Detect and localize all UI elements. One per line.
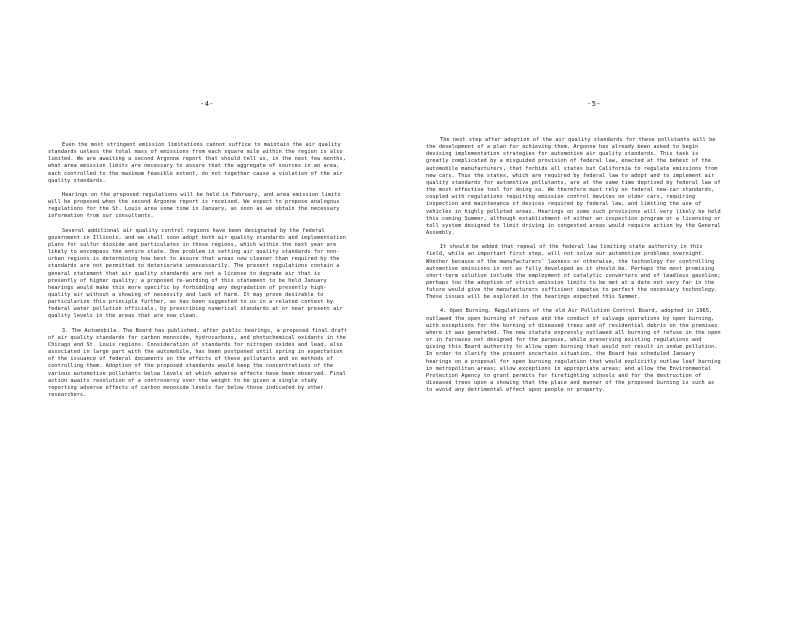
right-page: [400, 0, 800, 618]
paragraph: Hearings on the proposed regulations will be held in February, and area emission limits will be proposed when the second Argonne report is received. We expect to propose analogous regulations for the St. Louis area some time in January, as soon as we obtain the necessary information from our consultants.: [48, 191, 341, 220]
paragraph: Several additional air quality control regions have been designated by the federal government in Illinois, and we shall soon adopt both air quality standards and implementation plans for sulfur dioxide and particulates in those regions, which within the next year are likely to encompass the entire state. One problem in setting air quality standards for non-urban regions is determining how best to assure that areas now cleaner than required by the standards are not permitted to deteriorate unnecessarily. The present regulations contain a general statement that air quality standards are not a license to degrade air that is presently of higher quality; a proposed re-wording of this statement to be held January hearings would make this more specific by forbidding any degradation of presently high-quality air without a showing of necessity and lack of harm. It may prove desirable to particularize this principle further, as has been suggested to us in a related context by federal water pollution officials, by prescribing numerical standards at or near present air quality levels in the areas that are now clean.: [48, 227, 346, 320]
paragraph: 3. The Automobile. The Board has published, after public hearings, a proposed final draft of air quality standards for carbon monoxide, hydrocarbons, and photochemical oxidants in the Chicago and St. Louis regions. Consideration of standards for nitrogen oxides and lead, also associated in large part with the automobile, has been postponed until spring in expectation of the issuance of federal documents on the effects of these pollutants and on methods of controlling them. Adoption of the proposed standards would keep the concentrations of the various automotive pollutants below levels at which adverse effects have been observed. Final action awaits resolution of a controversy over the weight to be given a single study reporting adverse effects of carbon monoxide levels far below those indicated by other researchers.: [48, 327, 348, 398]
paragraph: 4. Open Burning. Regulations of the old Air Pollution Control Board, adopted in 1965, outlawed the open burning of refuse and the conduct of salvage operations by open burning, with exceptions for the burning of diseased trees and of residential debris on the premises where it was generated. The new statute expressly outlawed all burning of refuse in the open or in furnaces not designed for the purpose, while preserving existing regulations and giving this Board authority to allow open burning that would not result in undue pollution. In order to clarify the present uncertain situation, the Board has scheduled January hearings on a proposal for open burning regulation that would explicitly outlaw leaf burning in metropolitan areas; allow exceptions in appropriate areas; and allow the Environmental Protection Agency to grant permits for firefighting schools and for the destruction of diseased trees upon a showing that the place and manner of the proposed burning is such as to avoid any detrimental effect upon people or property.: [426, 308, 721, 394]
page-number: -4-: [200, 100, 215, 108]
text-column: [426, 137, 722, 401]
paragraph: It should be added that repeal of the federal law limiting state authority in this field, while an important first step, will not solve our automotive problems overnight. Whether because of the manufacturers' laxness or otherwise, the technology for controlling automotive emissions is not as fully developed as it should be. Perhaps the most promising short-term solution include the employment of catalytic converters and of leadless gasoline; perhaps too the adoption of strict emission limits to be met at a date not very far in the future would give the manufacturers sufficient impetus to perfect the necessary technology. These issues will be explored in the hearings expected this Summer.: [426, 244, 721, 301]
paragraph: The next step after adoption of the air quality standards for these pollutants will be the development of a plan for achieving them. Argonne has already been asked to begin devising implementation strategies for automotive air quality standards. This task is greatly complicated by a misguided provision of federal law, enacted at the behest of the automobile manufacturers, that forbids all states but California to regulate emissions from new cars. Thus the states, which are required by federal law to adopt and to implement air quality standards for automotive pollutants, are at the same time deprived by federal law of the most effective tool for doing so. We therefore must rely on federal new-car standards, coupled with regulations requiring emission control devices on older cars, requiring inspection and maintenance of devices required by federal law, and limiting the use of vehicles in highly polluted areas. Hearings on some such provisions will very likely be held this coming Summer, although establishment of either an inspection program or a licensing or toll system designed to limit driving in congested areas would require action by the General Assembly.: [426, 137, 721, 237]
page-number: -5-: [587, 100, 602, 108]
paragraph: Even the most stringent emission limitations cannot suffice to maintain the air quality standards unless the total mass of emissions from each square mile within the region is also limited. We are awaiting a second Argonne report that should tell us, in the next few months, what area emission limits are necessary to assure that the aggregate of sources in an area, each controlled to the maximum feasible extent, do not together cause a violation of the air quality standards.: [48, 142, 346, 184]
text-column: [48, 142, 348, 406]
